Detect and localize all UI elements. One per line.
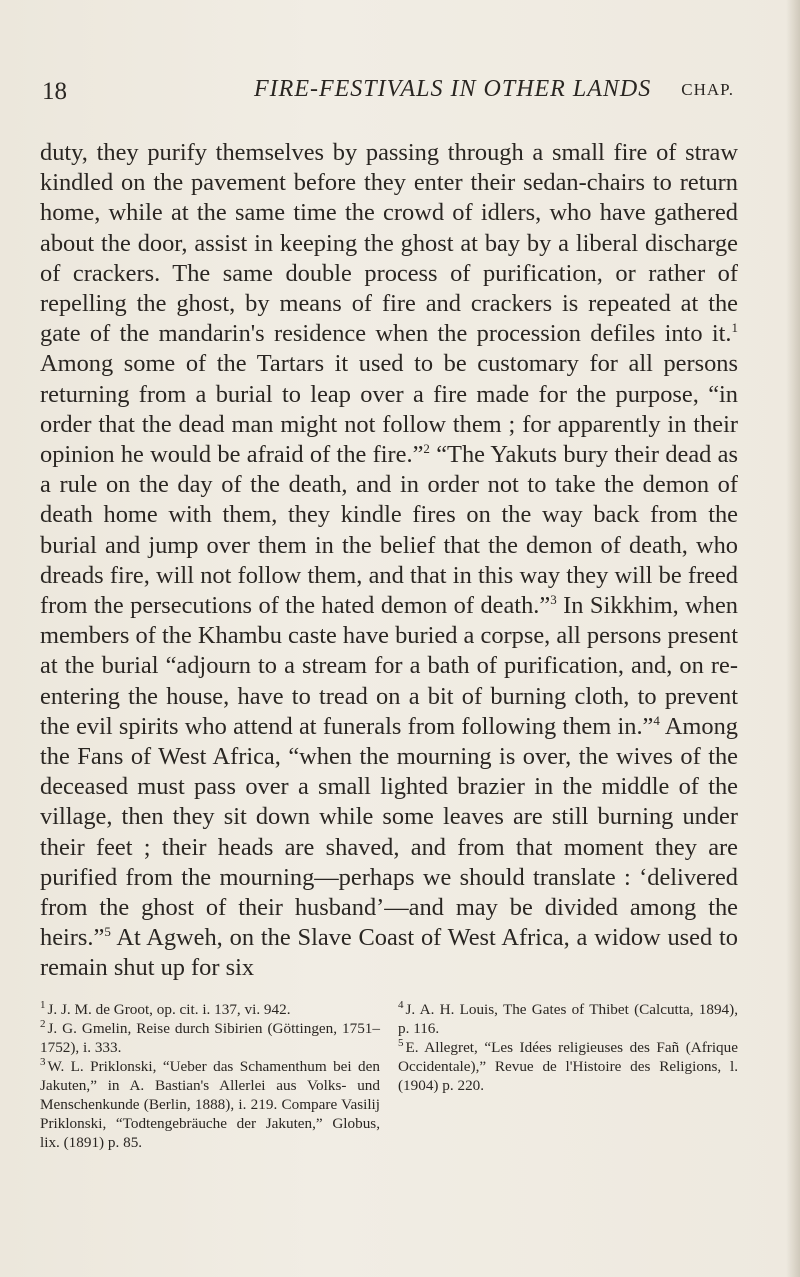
footnote [40, 1019, 380, 1057]
footnotes [40, 1000, 738, 1152]
footnote [40, 1057, 380, 1152]
text-segment: duty, they purify themselves by passing through a small fire of straw kindled on the pavement before they enter their sedan-chairs to return home, while at the same time the crowd of idlers, who have gathered about the door, assist in keeping the ghost at bay by a liberal discharge of crackers. The same double process of purification, or rather of repelling the ghost, by means of fire and crackers is repeated at the gate of the mandarin's residence when the procession defiles into it. [40, 139, 738, 348]
footnote [398, 1038, 738, 1095]
footnote-ref: 4 [653, 712, 660, 728]
text-segment: Among the Fans of West Africa, “when the mourning is over, the wives of the deceased must pass over a small lighted brazier in the middle of the village, then they sit down while some leaves are still burning under their feet ; their heads are shaved, and from that moment they are purified from the mourning—perhaps we should translate : ‘delivered from the ghost of their husband’—and may be divided among the heirs.” [40, 712, 738, 952]
text-segment: At Agweh, on the Slave Coast of West Africa, a widow used to remain shut up for six [40, 924, 738, 982]
footnote-ref: 1 [731, 320, 738, 336]
footnote-text: W. L. Priklonski, “Ueber das Schamenthum bei den Jakuten,” in A. Bastian's Allerlei aus Volks- und Menschenkunde (Berlin, 1888), i. 219. Compare Vasilij Priklonski, “Todtengebräuche der Jakuten,” Globus, lix. (1891) p. 85. [40, 1058, 380, 1151]
footnote-text: E. Allegret, “Les Idées religieuses des Fañ (Afrique Occidentale),” Revue de l'Histoire des Religions, l. (1904) p. 220. [398, 1039, 738, 1094]
main-paragraph [40, 138, 738, 984]
running-head: FIRE-FESTIVALS IN OTHER LANDS [254, 76, 652, 102]
footnotes-right-column [398, 1000, 738, 1152]
text-segment: “The Yakuts bury their dead as a rule on the day of the death, and in order not to take the demon of death home with them, they kindle fires on the way back from the burial and jump over them in the belief that the demon of death, who dreads fire, will not follow them, and that in this way they will be freed from the persecutions of the hated demon of death.” [40, 441, 738, 620]
footnote [40, 1000, 380, 1019]
footnote-ref: 2 [423, 440, 430, 456]
page-header [36, 72, 746, 112]
page-number: 18 [42, 78, 67, 105]
footnotes-left-column [40, 1000, 380, 1152]
text-segment: In Sikkhim, when members of the Khambu caste have buried a corpse, all persons present at the burial “adjourn to a stream for a bath of purification, and, on re-entering the house, have to tread on a bit of burning cloth, to prevent the evil spirits who attend at funerals from following them in.” [40, 592, 738, 740]
footnote-number: 3 [40, 1055, 46, 1068]
footnote-ref: 5 [104, 924, 111, 940]
footnote-text: J. G. Gmelin, Reise durch Sibirien (Göttingen, 1751–1752), i. 333. [40, 1020, 380, 1056]
chapter-abbrev: CHAP. [681, 80, 734, 99]
page-edge-shadow [786, 0, 800, 1277]
footnote-number: 2 [40, 1017, 46, 1030]
text-segment: Among some of the Tartars it used to be customary for all persons returning from a burial to leap over a fire made for the purpose, “in order that the dead man might not follow them ; for apparently in their opinion he would be afraid of the fire.” [40, 350, 738, 469]
footnote-number: 5 [398, 1036, 404, 1049]
footnote-ref: 3 [550, 591, 557, 607]
footnote-number: 4 [398, 998, 404, 1011]
footnote-text: J. A. H. Louis, The Gates of Thibet (Calcutta, 1894), p. 116. [398, 1001, 738, 1037]
footnote [398, 1000, 738, 1038]
footnote-text: J. J. M. de Groot, op. cit. i. 137, vi. 942. [47, 1001, 291, 1018]
footnote-number: 1 [40, 998, 46, 1011]
